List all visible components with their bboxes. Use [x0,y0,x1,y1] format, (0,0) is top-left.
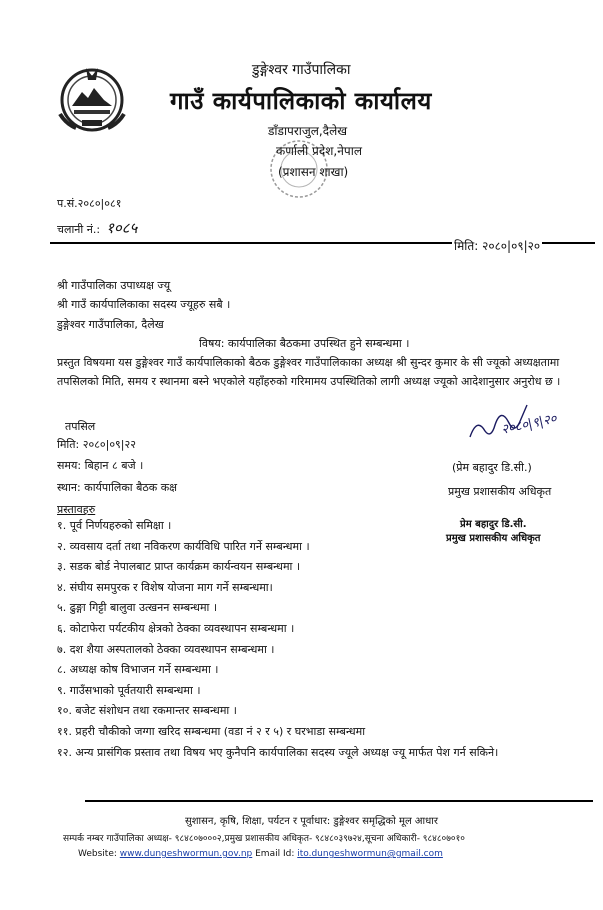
meeting-place: स्थान: कार्यपालिका बैठक कक्ष [57,481,178,494]
list-item: ६. कोटाफेरा पर्यटकीय क्षेत्रको ठेक्का व्यवस्थापन सम्बन्धमा । [57,621,295,635]
letter-date: मिति: २०८०|०९|२० [454,239,541,253]
recipient-line-2: श्री गाउँ कार्यपालिकाका सदस्य ज्यूहरु सबै । [57,298,231,311]
proposals-list [57,516,498,763]
subject-line: विषय: कार्यपालिका बैठकमा उपस्थित हुने सम्बन्धमा । [199,337,410,350]
address-line-1: डाँडापराजुल,दैलेख [268,124,348,138]
office-title: गाउँ कार्यपालिकाको कार्यालय [170,87,432,115]
list-item: ४. संघीय समपुरक र विशेष योजना माग गर्ने सम्बन्धमा। [57,580,273,594]
recipient-line-3: डुङ्गेश्वर गाउँपालिका, दैलेख [57,318,164,331]
seal-name: प्रेम बहादुर डि.सी. [460,519,527,530]
list-item: १. पूर्व निर्णयहरुको समिक्षा । [57,519,172,532]
letter-reference-number: प.सं.२०८०|०८१ [57,197,122,210]
proposals-heading: प्रस्तावहरु [57,503,96,516]
meeting-time: समय: बिहान ८ बजे । [57,459,144,472]
list-item: १२. अन्य प्रासंगिक प्रस्ताव तथा विषय भए कुनैपनि कार्यपालिका सदस्य ज्यूले अध्यक्ष ज्यू मार्फत पेश गर्न सकिने। [57,745,499,759]
dispatch-number [57,218,137,238]
footer-divider [85,800,593,802]
list-item: ११. प्रहरी चौकीको जग्गा खरिद सम्बन्धमा (वडा नं २ र ५) र घरभाडा सम्बन्धमा [57,724,366,738]
website-link[interactable]: www.dungeshwormun.gov.np [119,849,253,859]
seal-title: प्रमुख प्रशासकीय अधिकृत [446,533,541,544]
address-line-2: कर्णाली प्रदेश,नेपाल [276,144,362,158]
municipality-name: डुङ्गेश्वर गाउँपालिका [252,62,351,78]
dispatch-label: चलानी नं.: [57,223,101,236]
body-paragraph: प्रस्तुत विषयमा यस डुङ्गेश्वर गाउँ कार्यपालिकाको बैठक डुङ्गेश्वर गाउँपालिकाका अध्यक्ष श्री सुन्दर कुमार के सी ज्यूको अध्यक्षतामा तपसिलको मिति, समय र स्थानमा बस्ने भएकोले यहाँहरुको गरिमामय उपस्थितिको लागी अध्यक्ष ज्यूको आदेशानुसार अनुरोध छ । [57,356,561,388]
recipient-line-1: श्री गाउँपालिका उपाध्यक्ष ज्यू [57,279,171,292]
list-item: ७. दश शैया अस्पतालको ठेक्का व्यवस्थापन सम्बन्धमा । [57,642,275,656]
dispatch-value: १०८५ [106,219,138,237]
handwritten-signature [465,395,575,445]
list-item: ३. सडक बोर्ड नेपालबाट प्राप्त कार्यक्रम कार्यन्वयन सम्बन्धमा । [57,560,301,574]
list-item: २. व्यवसाय दर्ता तथा नविकरण कार्यविधि पारित गर्ने सम्बन्धमा । [57,539,310,553]
list-item: ५. ढुङ्गा गिट्टी बालुवा उत्खनन सम्बन्धमा । [57,601,218,615]
email-label: Email Id: [255,849,295,859]
list-item: १०. बजेट संशोधन तथा रकमान्तर सम्बन्धमा । [57,704,237,718]
list-item: ८. अध्यक्ष कोष विभाजन गर्ने सम्बन्धमा । [57,663,219,677]
footer-contacts: सम्पर्क नम्बर गाउँपालिका अध्यक्ष- ९८४८०७०००२,प्रमुख प्रशासकीय अधिकृत- ९८४८०३९७२४,सूचना अधिकारी- ९८४८०७०१० [63,834,465,844]
list-item: ९. गाउँसभाको पूर्वतयारी सम्बन्धमा । [57,683,201,697]
website-label: Website: [78,849,117,859]
footer-web-email [78,849,443,859]
footer-motto: सुशासन, कृषि, शिक्षा, पर्यटन र पूर्वाधार: डुङ्गेश्वर समृद्धिको मूल आधार [185,816,438,827]
meeting-date: मिति: २०८०|०९|२२ [57,438,136,451]
signatory-name: (प्रेम बहादुर डि.सी.) [452,461,532,474]
signatory-title: प्रमुख प्रशासकीय अधिकृत [448,485,552,498]
nepal-emblem-icon [52,62,132,134]
details-heading: तपसिल [65,420,96,433]
signature-date: २०८०|९|२० [500,411,559,438]
section-name: (प्रशासन शाखा) [278,165,349,179]
email-link[interactable]: ito.dungeshwormun@gmail.com [297,849,443,859]
